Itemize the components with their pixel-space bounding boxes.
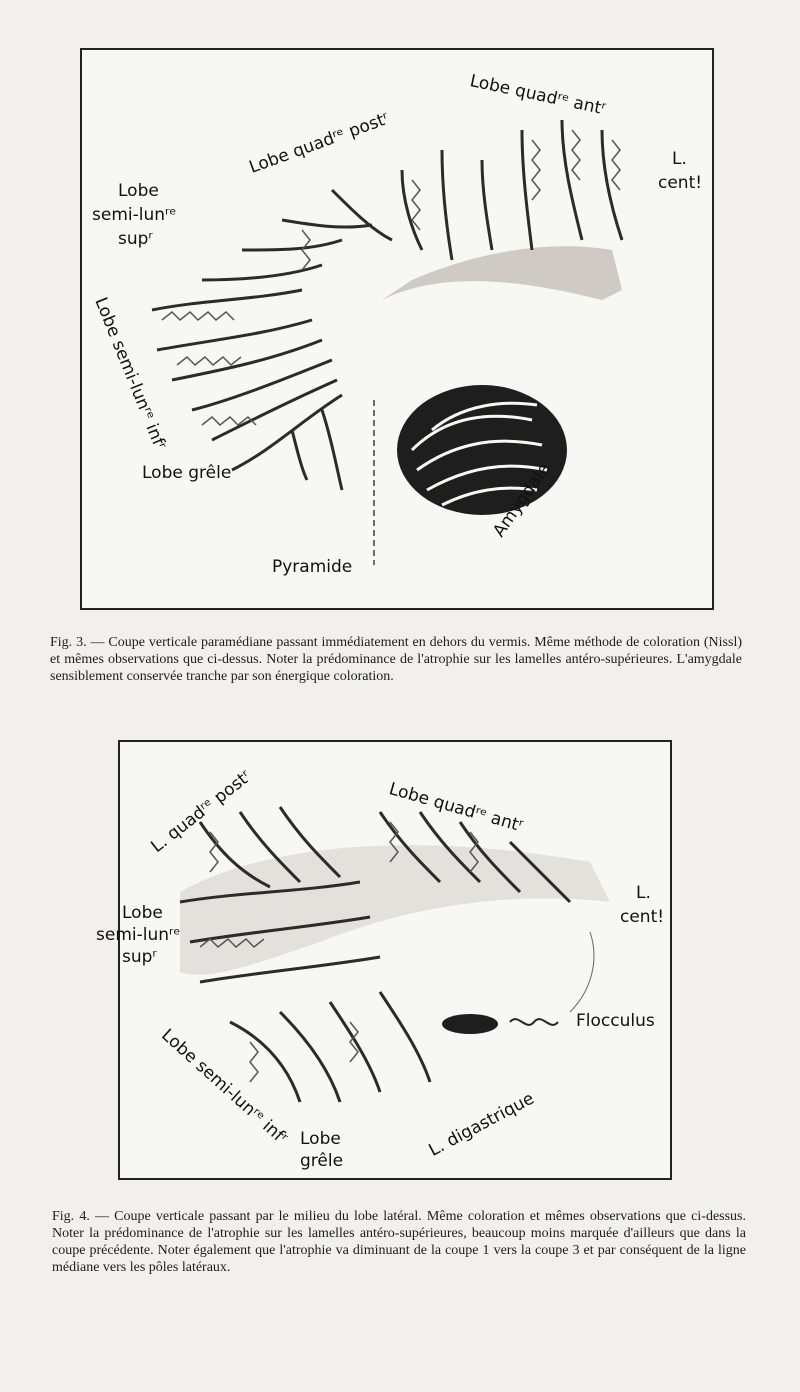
label-amygdale: Amygdale [489,459,555,541]
label-lobe-grele-line2: grêle [300,1151,344,1171]
label-lobe-semi-lun-sup-line2: semi-lunʳᵉ [96,925,181,945]
label-lobe-semi-lun-sup-line1: Lobe [122,903,163,923]
label-lobe-semi-lun-sup-line2: semi-lunʳᵉ [92,205,177,225]
label-lobe-grele-line1: Lobe [300,1129,341,1149]
figure-4-caption: Fig. 4. — Coupe verticale passant par le milieu du lobe latéral. Même coloration et mêmes observations que ci-dessus. Noter la prédominance de l'atrophie sur les lamelles antéro-supérieures, beaucoup moins marquée d'ailleurs que dans la coupe précédente. Noter également que l'atrophie va diminuant de la coupe 1 vers la coupe 3 et par conséquent de la ligne médiane vers les pôles latéraux. [52,1209,746,1275]
label-flocculus: Flocculus [576,1011,655,1031]
label-lobe-quad-ant: Lobe quadʳᵉ antʳ [468,71,608,120]
label-l-cent-line2: cent! [620,907,665,927]
figure-4-plate [96,740,672,1180]
label-l-quad-post: L. quadʳᵉ postʳ [147,766,256,857]
label-l-cent-line1: L. [636,883,651,903]
label-l-digastrique: L. digastrique [425,1088,538,1161]
label-lobe-semi-lun-inf: Lobe semi-lunʳᵉ infʳ [90,294,170,453]
label-lobe-semi-lun-sup-line1: Lobe [118,181,159,201]
label-pyramide: Pyramide [272,557,353,577]
figure-3-plate [80,48,714,610]
label-lobe-quad-ant: Lobe quadʳᵉ antʳ [386,779,526,837]
label-lobe-quad-post: Lobe quadʳᵉ postʳ [246,108,392,178]
figure-3-cerebellum-section [82,50,712,608]
label-l-cent-line1: L. [672,149,687,169]
label-lobe-semi-lun-sup-line3: supʳ [118,229,153,249]
label-lobe-grele: Lobe grêle [142,463,232,483]
label-lobe-semi-lun-sup-line3: supʳ [122,947,157,967]
label-lobe-semi-lun-inf: Lobe semi-lunʳᵉ infʳ [157,1025,292,1149]
figure-3-caption: Fig. 3. — Coupe verticale paramédiane passant immédiatement en dehors du vermis. Même méthode de coloration (Nissl) et mêmes observations que ci-dessus. Noter la prédominance de l'atrophie sur les lamelles antéro-supérieures. L'amygdale sensiblement conservée tranche par son énergique coloration. [50,635,742,684]
label-l-cent-line2: cent! [658,173,703,193]
